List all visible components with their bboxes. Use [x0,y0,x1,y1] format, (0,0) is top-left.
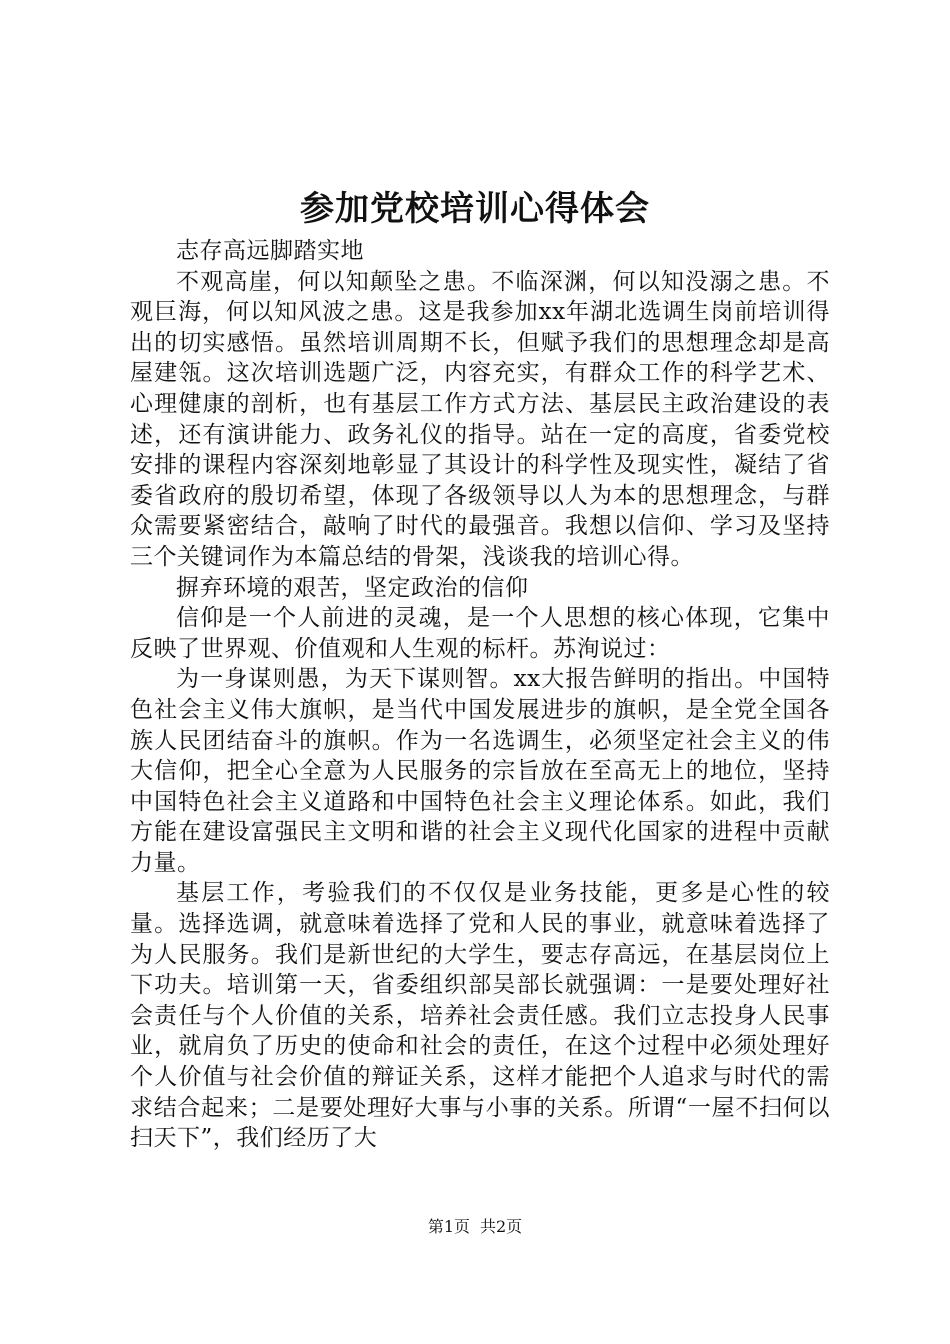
body-paragraph: 不观高崖，何以知颠坠之患。不临深渊，何以知没溺之患。不观巨海，何以知风波之患。这是我参加xx年湖北选调生岗前培训得出的切实感悟。虽然培训周期不长，但赋予我们的思想理念却是高屋建瓴。这次培训选题广泛，内容充实，有群众工作的科学艺术、心理健康的剖析，也有基层工作方式方法、基层民主政治建设的表述，还有演讲能力、政务礼仪的指导。站在一定的高度，省委党校安排的课程内容深刻地彰显了其设计的科学性及现实性，凝结了省委省政府的殷切希望，体现了各级领导以人为本的思想理念，与群众需要紧密结合，敲响了时代的最强音。我想以信仰、学习及坚持三个关键词作为本篇总结的骨架，浅谈我的培训心得。 [130,268,830,570]
section-heading: 摒弃环境的艰苦，坚定政治的信仰 [176,574,529,601]
section-heading: 志存高远脚踏实地 [176,238,364,264]
body-paragraph: 信仰是一个人前进的灵魂，是一个人思想的核心体现，它集中反映了世界观、价值观和人生观的标杆。苏洵说过： [130,605,830,662]
document-title: 参加党校培训心得体会 [300,189,650,229]
body-paragraph: 为一身谋则愚，为天下谋则智。xx大报告鲜明的指出。中国特色社会主义伟大旗帜，是当代中国发展进步的旗帜，是全党全国各族人民团结奋斗的旗帜。作为一名选调生，必须坚定社会主义的伟大信仰，把全心全意为人民服务的宗旨放在至高无上的地位，坚持中国特色社会主义道路和中国特色社会主义理论体系。如此，我们方能在建设富强民主文明和谐的社会主义现代化国家的进程中贡献力量。 [130,666,830,876]
body-paragraph: 基层工作，考验我们的不仅仅是业务技能，更多是心性的较量。选择选调，就意味着选择了党和人民的事业，就意味着选择了为人民服务。我们是新世纪的大学生，要志存高远，在基层岗位上下功夫。培训第一天，省委组织部吴部长就强调：一是要处理好社会责任与个人价值的关系，培养社会责任感。我们立志投身人民事业，就肩负了历史的使命和社会的责任，在这个过程中必须处理好个人价值与社会价值的辩证关系，这样才能把个人追求与时代的需求结合起来；二是要处理好大事与小事的关系。所谓“一屋不扫何以扫天下”，我们经历了大 [130,880,830,1152]
page-footer [0,1216,950,1238]
page-total: 共2页 [480,1217,523,1236]
page-number: 第1页 [427,1217,470,1236]
document-body [130,236,830,1154]
